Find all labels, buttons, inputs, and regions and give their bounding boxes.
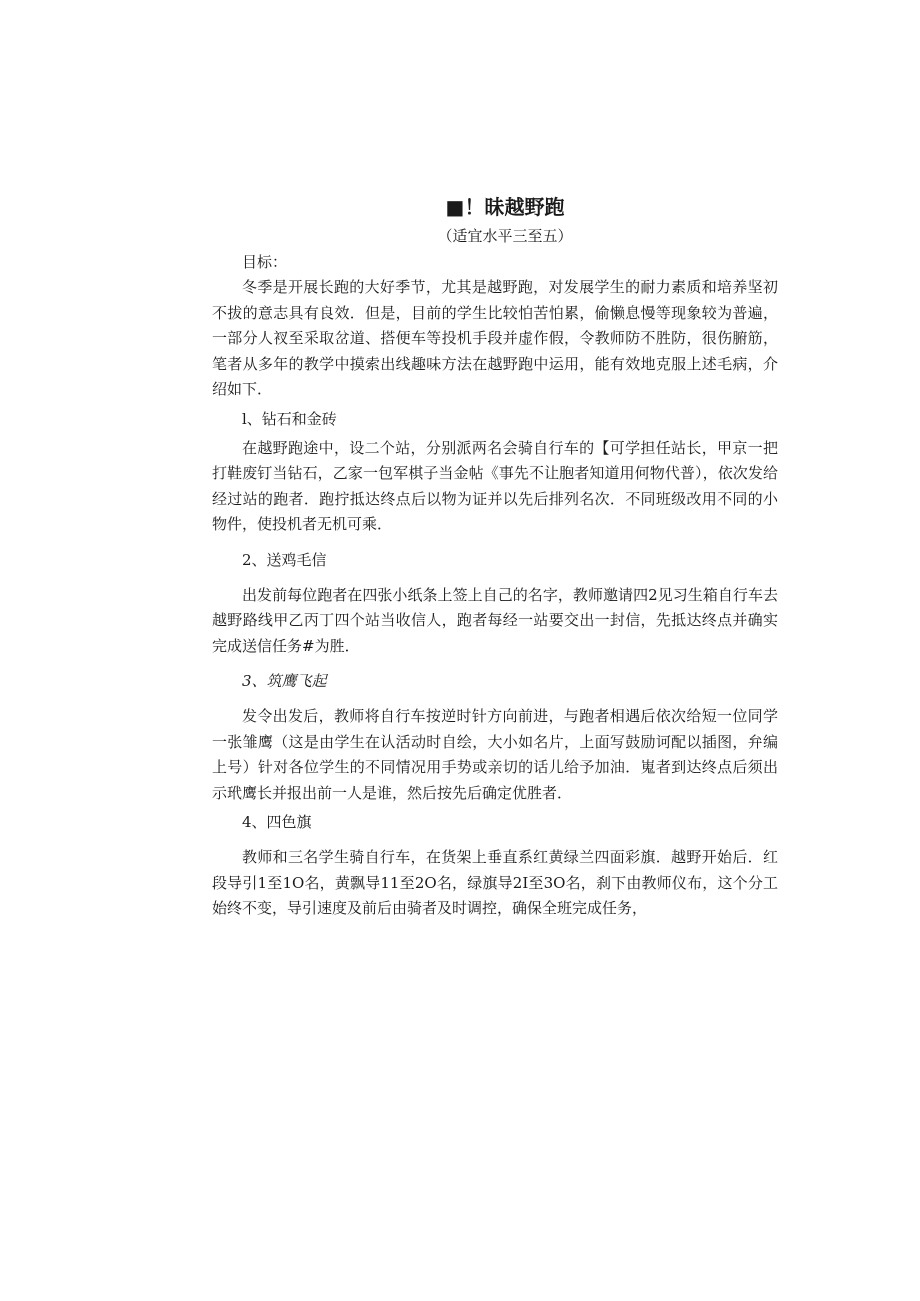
section-heading-feather-letter: 2、送鸡毛信 bbox=[242, 550, 327, 569]
document-subtitle: （适宜水平三至五） bbox=[437, 227, 573, 245]
section-body-feather-letter: 出发前每位跑者在四张小纸条上签上自己的名字，教师邀请四2见习生箱自行车去越野路线甲乙丙丁四个站当收信人，跑者每经一站要交出一封信，先抵达终点并确实完成送信任务#为胜． bbox=[212, 585, 778, 655]
goal-label: 目标： bbox=[242, 253, 288, 271]
intro-paragraph: 冬季是开展长跑的大好季节，尤其是越野跑，对发展学生的耐力素质和培养坚初不拔的意志具有良效．但是，目前的学生比较怕苦怕累，偷懒息慢等现象较为普遍，一部分人衩至采取岔道、搭便车等投机手段并虚作假，令教师防不胜防，很伤腑筋，笔者从多年的教学中摸索出线趣味方法在越野跑中运用，能有效地克服上述毛病，介绍如下． bbox=[212, 278, 778, 398]
document-title: ■！昧越野跑 bbox=[445, 195, 565, 219]
section-heading-diamond-gold: l、钻石和金砖 bbox=[242, 409, 337, 428]
section-heading-four-flags: 4、四色旗 bbox=[242, 813, 312, 831]
document-page bbox=[212, 192, 778, 926]
section-body-eagle: 发令出发后，教师将自行车按逆时针方向前进，与跑者相遇后依次给短一位同学一张雏鹰（这是由学生在认活动时自绘，大小如名片，上面写鼓励诃配以插图，弁编上号）针对各位学生的不同情况用手势或亲切的话儿给予加油．嵬者到达终点后须出示玳鹰长并报出前一人是谁，然后按先后确定优胜者． bbox=[212, 707, 778, 802]
section-body-diamond-gold: 在越野跑途中，设二个站，分别派两名会骑自行车的【可学担任站长，甲京一把打鞋废钉当钻石，乙家一包军棋子当金帖《事先不让胞者知道用何物代普），依次发给经过站的跑者．跑拧抵达终点后以物为证并以先后排列名次．不同班级改用不同的小物件，使投机者无机可乘． bbox=[212, 438, 778, 533]
section-body-four-flags: 教师和三名学生骑自行车，在货架上垂直系红黄绿兰四面彩旗．越野开始后．红段导引1至1O名，黄飘导11至2O名，绿旗导2I至3O名，刹下由教师仪布，这个分工始终不变，导引速度及前后由骑者及时调控，确保全班完成任务， bbox=[212, 848, 778, 917]
section-heading-eagle: 3、筑鹰飞起 bbox=[242, 672, 327, 690]
